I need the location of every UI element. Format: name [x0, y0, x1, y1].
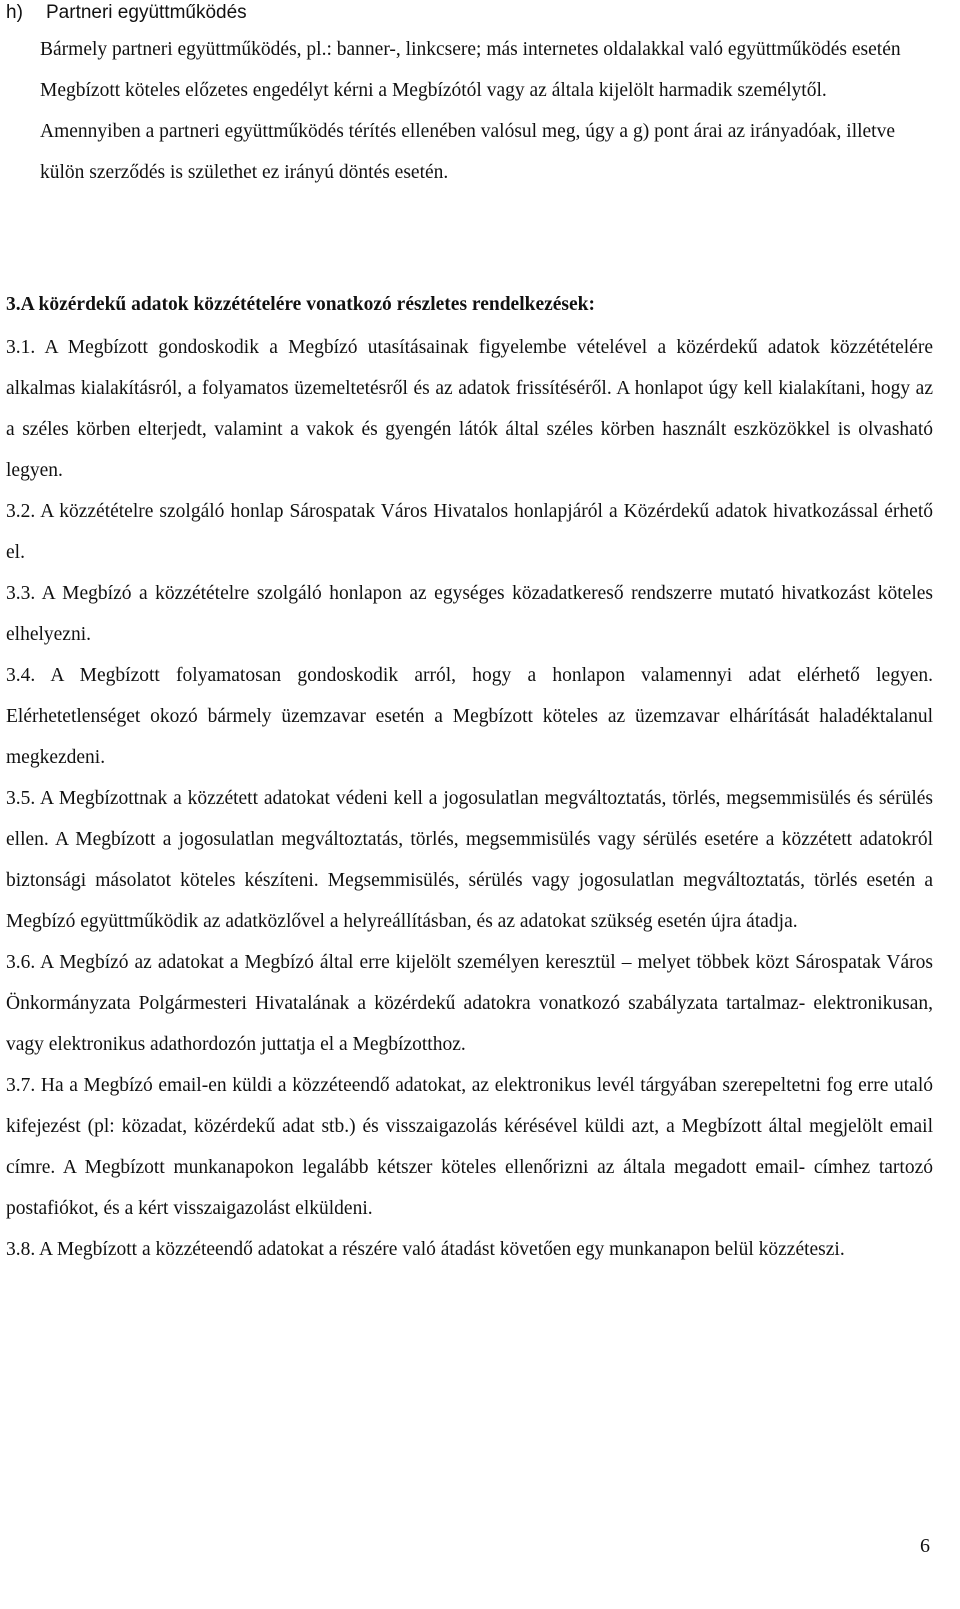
- section-3-item-3-3: 3.3. A Megbízó a közzétételre szolgáló honlapon az egységes közadatkereső rendszerre mutató hivatkozást köteles elhelyezni.: [6, 583, 933, 645]
- page-number: 6: [920, 1535, 930, 1557]
- section-3-item-3-6: 3.6. A Megbízó az adatokat a Megbízó által erre kijelölt személyen keresztül – melyet többek közt Sárospatak Város Önkormányzata Polgármesteri Hivatalának a közérdekű adatokra vonatkozó szabályzata tartalmaz- elektronikusan, vagy elektronikus adathordozón juttatja el a Megbízotthoz.: [6, 952, 933, 1055]
- section-3-item-3-8: 3.8. A Megbízott a közzéteendő adatokat a részére való átadást követően egy munkanapon belül közzéteszi.: [6, 1239, 845, 1260]
- section-3-items: [6, 327, 933, 1270]
- section-h-paragraph-2: Amennyiben a partneri együttműködés térítés ellenében valósul meg, úgy a g) pont árai az irányadóak, illetve külön szerződés is születhet ez irányú döntés esetén.: [40, 121, 896, 183]
- section-3-item-3-7: 3.7. Ha a Megbízó email-en küldi a közzéteendő adatokat, az elektronikus levél tárgyában szerepeltetni fog erre utaló kifejezést (pl: közadat, közérdekű adat stb.) és visszaigazolás kérésével küldi azt, a Megbízott által megjelölt email címre. A Megbízott munkanapokon legalább kétszer köteles ellenőrizni az általa megadott email- címhez tartozó postafiókot, és a kért visszaigazolást elküldeni.: [6, 1075, 933, 1219]
- section-3-item-3-5: 3.5. A Megbízottnak a közzétett adatokat védeni kell a jogosulatlan megváltoztatás, törlés, megsemmisülés és sérülés ellen. A Megbízott a jogosulatlan megváltoztatás, törlés, megsemmisülés vagy sérülés esetére a közzétett adatokról biztonsági másolatot köteles készíteni. Megsemmisülés, sérülés vagy jogosulatlan megváltoztatás, törlés esetén a Megbízó együttműködik az adatközlővel a helyreállításban, és az adatokat szükség esetén újra átadja.: [6, 788, 933, 932]
- section-3-item-3-1: 3.1. A Megbízott gondoskodik a Megbízó utasításainak figyelembe vételével a közérdekű adatok közzétételére alkalmas kialakításról, a folyamatos üzemeltetésről és az adatok frissítéséről. A honlapot úgy kell kialakítani, hogy az a széles körben elterjedt, valamint a vakok és gyengén látók által széles körben használt eszközökkel is olvasható legyen.: [6, 337, 933, 481]
- section-h-letter: h): [6, 2, 23, 23]
- section-3-heading: 3.A közérdekű adatok közzétételére vonatkozó részletes rendelkezések:: [6, 294, 596, 315]
- section-3: [6, 284, 933, 325]
- section-3-item-3-2: 3.2. A közzétételre szolgáló honlap Sárospatak Város Hivatalos honlapjáról a Közérdekű adatok hivatkozással érhető el.: [6, 501, 933, 563]
- section-3-item-3-4: 3.4. A Megbízott folyamatosan gondoskodik arról, hogy a honlapon valamennyi adat elérhető legyen. Elérhetetlenséget okozó bármely üzemzavar esetén a Megbízott köteles az üzemzavar elhárítását haladéktalanul megkezdeni.: [6, 665, 933, 768]
- section-h-title: Partneri együttműködés: [46, 2, 247, 23]
- section-h-paragraph-1: Bármely partneri együttműködés, pl.: banner-, linkcsere; más internetes oldalakkal való együttműködés esetén Megbízott köteles előzetes engedélyt kérni a Megbízótól vagy az általa kijelölt harmadik személytől.: [40, 39, 901, 101]
- section-h-body: [40, 29, 933, 193]
